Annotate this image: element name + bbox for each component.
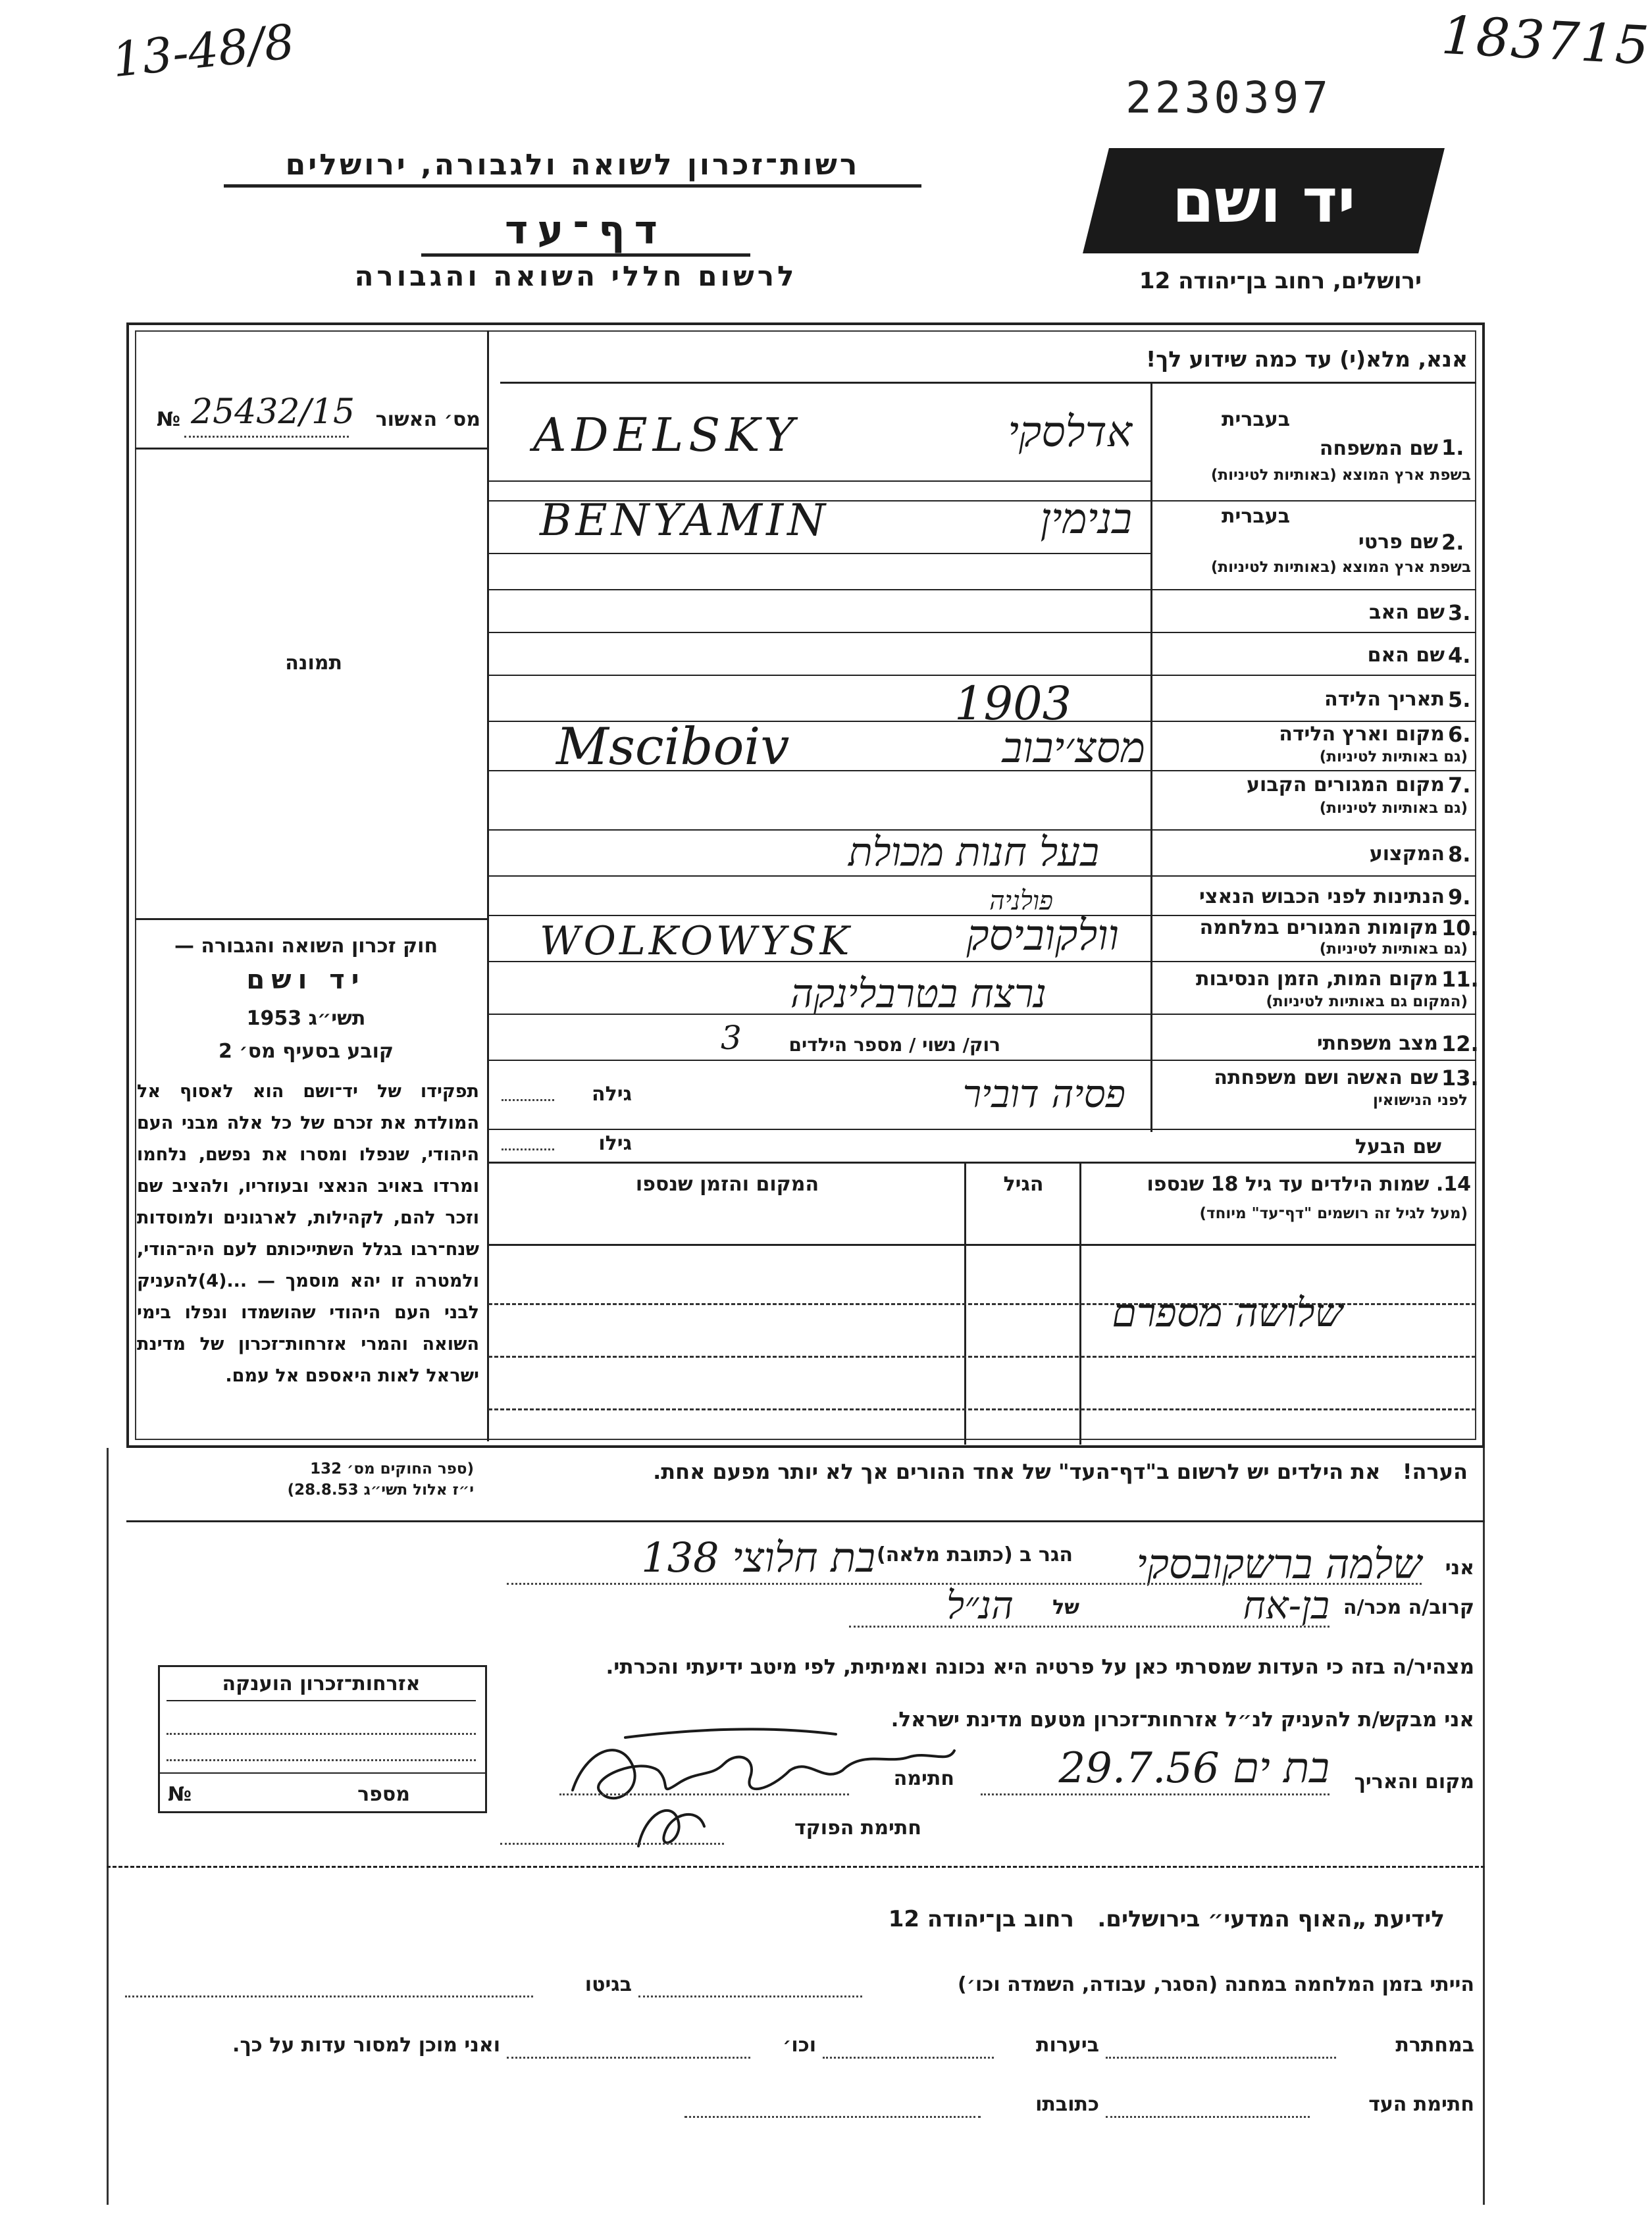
rule: [1152, 675, 1476, 676]
citizenship-number-symbol: №: [168, 1783, 192, 1806]
birth-year: 1903: [954, 677, 1072, 731]
age-column-header: הגיל: [1003, 1173, 1044, 1196]
rule: [488, 553, 1150, 554]
profession: בעל חנות מכולת: [848, 829, 1099, 875]
resident-of-label: הגר ב (כתובת מלאה): [876, 1543, 1073, 1566]
law-logo: יד ושם: [246, 965, 366, 995]
field-number-11: 11.: [1441, 967, 1479, 992]
footer-witness-signature-label: חתימת העד: [1368, 2093, 1474, 2116]
rule: [488, 1129, 1476, 1130]
wartime-place-hebrew: וולקוביסק: [966, 912, 1119, 960]
field-label-wife-name: שם האשה ושם משפחתה: [1214, 1066, 1438, 1089]
field-label-birthplace: מקום וארץ הלידה: [1279, 723, 1445, 746]
rule: [488, 1244, 1476, 1246]
citizenship-title: אזרחות־זכרון הוענקה: [167, 1672, 476, 1701]
rule: [849, 1626, 1329, 1628]
rule: [1152, 875, 1476, 877]
footer-address: רחוב בן־יהודה 12: [888, 1906, 1074, 1932]
field-label-nationality: הנתינות לפני הכבוש הנאצי: [1199, 885, 1445, 908]
footer-divider: [107, 1866, 1485, 1868]
latin-note-2: בשפת ארץ המוצא (באותיות לטיניות): [1210, 559, 1471, 576]
relation-value: בן-אח: [1243, 1583, 1329, 1628]
footer-header: [760, 1907, 1445, 1931]
field-label-mother: שם האם: [1367, 644, 1445, 667]
field-sub-birthplace: (גם באותיות לטיניות): [1319, 748, 1468, 765]
rule: [1152, 1014, 1476, 1015]
rule: [160, 1772, 485, 1774]
form-subtitle: לרשום חללי השואה והגבורה: [354, 260, 798, 292]
rule: [488, 632, 1150, 633]
rule: [488, 1356, 1476, 1358]
field-label-marital: מצב משפחתי: [1316, 1032, 1438, 1055]
rule: [488, 589, 1150, 590]
yad-vashem-logo: [1083, 148, 1445, 253]
rule: [684, 2116, 981, 2118]
surname-hebrew: אדלסקי: [1008, 408, 1132, 457]
birthplace-hebrew: מסצ׳יבוב: [1002, 724, 1145, 773]
declaration-statement-2: אני מבקש/ת להעניק לנ״ל אזרחות־זכרון מטעם מדינת ישראל.: [891, 1708, 1474, 1732]
declaration-ani: אני: [1445, 1557, 1474, 1580]
rule: [184, 436, 349, 438]
firstname-latin: BENYAMIN: [540, 495, 829, 546]
institution-name: רשות־זכרון לשואה ולגבורה, ירושלים: [224, 148, 921, 188]
rule: [135, 918, 487, 920]
age-label-wife: גילה: [592, 1083, 632, 1106]
label-divider: [1150, 382, 1152, 1132]
of-value: הנ״ל: [946, 1583, 1014, 1628]
footer-witness-address-label: כתובתו: [1035, 2093, 1099, 2116]
rule: [167, 1759, 476, 1761]
field-number-2: 2.: [1441, 530, 1464, 555]
field-label-profession: המקצוע: [1369, 842, 1445, 865]
footer-underground-label: במחתרת: [1395, 2034, 1474, 2057]
footer-etc-label: וכו׳: [783, 2034, 816, 2057]
rule: [125, 1995, 533, 1997]
logo-text: יד ושם: [1172, 165, 1356, 236]
law-clause: קובע בסעיף מס׳ 2: [218, 1040, 394, 1063]
rule: [1152, 632, 1476, 633]
rule: [488, 675, 1150, 676]
field-sub-residence: (גם באותיות לטיניות): [1319, 800, 1468, 817]
field-number-6: 6.: [1448, 722, 1471, 747]
relation-label: קרוב/ה מכר/ה: [1343, 1596, 1474, 1619]
children-sub: (מעל לגיל זה רושמים "דף־עד" מיוחד): [1199, 1205, 1468, 1222]
rule: [167, 1733, 476, 1735]
death-place: נרצח בטרבלינקה: [790, 971, 1046, 1017]
archive-number-note: 183715: [1439, 4, 1652, 77]
children-count: 3: [721, 1019, 742, 1057]
rule: [1106, 2057, 1336, 2059]
wartime-place-latin: WOLKOWYSK: [540, 918, 853, 964]
law-title: חוק זכרון השואה והגבורה —: [174, 935, 438, 958]
field-label-birthdate: תאריך הלידה: [1324, 688, 1445, 711]
declarant-address: בת חלוצי 138: [641, 1533, 875, 1582]
law-year: תשי״ג 1953: [246, 1007, 366, 1030]
rule: [1152, 770, 1476, 771]
field-label-wartime-places: מקומות המגורים במלחמה: [1199, 916, 1438, 939]
declarant-signature: [559, 1711, 968, 1830]
latin-note-1: בשפת ארץ המוצא (באותיות לטיניות): [1210, 467, 1471, 484]
of-label: של: [1052, 1596, 1079, 1619]
approval-no-symbol: №: [157, 408, 181, 431]
footer-testify-text: ואני מוכן למסור עדות על כך.: [232, 2034, 500, 2057]
file-reference-note: 13-48/8: [109, 13, 297, 88]
form-title: דף־עד: [421, 207, 750, 257]
field-label-residence: מקום המגורים הקבוע: [1247, 773, 1445, 796]
footer-camp-text: הייתי בזמן המלחמה במחנה (הסגר, עבודה, השמדה וכו׳): [958, 1973, 1474, 1996]
rule: [488, 1060, 1150, 1061]
field-number-7: 7.: [1448, 773, 1471, 798]
rule: [488, 1408, 1476, 1410]
place-date-value: בת ים 29.7.56: [1058, 1744, 1329, 1793]
column-divider: [487, 330, 489, 1441]
law-reference-1: (ספר החוקים מס׳ 132: [310, 1460, 474, 1478]
field-number-9: 9.: [1448, 885, 1471, 910]
citizenship-box: [158, 1665, 487, 1813]
birthplace-latin: Msciboiv: [556, 717, 790, 777]
rule: [1152, 1060, 1476, 1061]
rule: [823, 2057, 994, 2059]
field-number-13: 13.: [1441, 1066, 1479, 1091]
signer-name: שלמה ברשקובסקי: [1136, 1540, 1422, 1588]
signature-stroke: [638, 1811, 704, 1846]
rule: [1152, 500, 1476, 502]
husband-label: שם הבעל: [1355, 1135, 1441, 1158]
rule: [135, 448, 487, 450]
signature-label: חתימה: [893, 1767, 954, 1790]
field-label-father: שם האב: [1369, 601, 1445, 624]
photo-label: תמונה: [285, 652, 342, 675]
rule: [500, 382, 1476, 384]
citizenship-number-label: מספר: [357, 1783, 410, 1806]
field-number-8: 8.: [1448, 842, 1471, 867]
header-address: ירושלים, רחוב בן־יהודה 12: [1139, 268, 1422, 294]
officer-signature: [625, 1787, 717, 1866]
field-sub-death-place: (המקום גם באותיות לטיניות): [1266, 993, 1468, 1010]
rule: [488, 480, 1150, 482]
rule: [488, 875, 1150, 877]
signature-stroke: [625, 1729, 836, 1738]
field-number-3: 3.: [1448, 600, 1471, 625]
field-label-surname: שם המשפחה: [1319, 437, 1438, 460]
field-number-1: 1.: [1441, 435, 1464, 460]
marital-options: רוק/ נשוי / מספר הילדים: [788, 1034, 1000, 1056]
approval-label: מס׳ האשור: [375, 408, 480, 431]
children-label: 14. שמות הילדים עד גיל 18 שנספו: [1147, 1173, 1471, 1196]
rule: [126, 1520, 1485, 1522]
rule: [1152, 829, 1476, 831]
rule: [502, 1099, 554, 1101]
field-number-12: 12.: [1441, 1031, 1479, 1056]
note-text: את הילדים יש לרשום ב"דף־העד" של אחד ההורים אך לא יותר מפעם אחת.: [653, 1459, 1381, 1484]
rule: [638, 1995, 862, 1997]
footer-header-text: לידיעת „האוף המדעי״ בירושלים.: [1097, 1906, 1445, 1932]
officer-signature-label: חתימת הפוקד: [794, 1816, 921, 1840]
field-number-5: 5.: [1448, 687, 1471, 712]
footer-ghetto-label: בגיטו: [584, 1973, 632, 1996]
age-label-husband: גילו: [598, 1132, 632, 1155]
field-sub-wartime-places: (גם באותיות לטיניות): [1319, 940, 1468, 958]
note-label: הערה!: [1402, 1459, 1468, 1484]
place-date-label: מקום והאריך: [1354, 1770, 1474, 1793]
rule: [1152, 721, 1476, 722]
serial-number: 2230397: [1125, 72, 1332, 123]
surname-latin: ADELSKY: [533, 408, 800, 462]
rule: [507, 2057, 750, 2059]
approval-number: 25432/15: [191, 392, 355, 432]
wartime-country: פולניה: [989, 886, 1053, 916]
instruction-text: אנא, מלא(י) עד כמה שידוע לך!: [1146, 346, 1468, 372]
rule: [500, 1843, 724, 1845]
rule: [502, 1148, 554, 1150]
rule: [1152, 589, 1476, 590]
note-row: [494, 1460, 1468, 1483]
law-reference-2: י״ז אלול תשי״ג 28.8.53): [287, 1481, 474, 1499]
field-sub-wife-name: לפני הנישואין: [1373, 1092, 1468, 1109]
hebrew-label-1: בעברית: [1222, 408, 1290, 431]
children-entry: שלושה מספרם: [1112, 1290, 1343, 1336]
field-label-death-place: מקום המות, הזמן הנסיבות: [1196, 967, 1438, 991]
law-text: תפקידו של יד־ושם הוא לאסוף אל המולדת את זכרם של כל אלה מבני העם היהודי, שנפלו ומסרו את נפשם, נלחמו ומרדו באויב הנאצי ובעוזריו, ולהציב שם וזכר להם, לקהילות, לארגונים ולמוסדות שנח־רבו בגלל השתייכותם לעם היה־הודי, ולמטרה זו יהא מוסמך — ...(4)להעניק לבני העם היהודי שהושמדו ונפלו בימי השואה והמרי אזרחות־זכרון של מדינת ישראל לאות היאספם אל עמם.: [137, 1081, 479, 1386]
rule: [1106, 2116, 1310, 2118]
field-number-4: 4.: [1448, 643, 1471, 668]
rule: [981, 1793, 1329, 1795]
field-number-10: 10.: [1441, 915, 1479, 940]
place-column-header: המקום והזמן שנספו: [635, 1173, 819, 1196]
rule: [488, 1162, 1476, 1164]
firstname-hebrew: בנימין: [1040, 495, 1132, 544]
declaration-statement-1: מצהיר/ה בזה כי העדות שמסרתי כאן על פרטיה היא נכונה ואמיתית, לפי מיטב ידיעתי והכרתי.: [606, 1655, 1474, 1679]
footer-forests-label: ביערות: [1036, 2034, 1099, 2057]
rule: [1152, 961, 1476, 962]
field-label-firstname: שם פרטי: [1358, 530, 1438, 554]
hebrew-label-2: בעברית: [1222, 505, 1290, 528]
wife-name: פסיה דוביר: [962, 1071, 1125, 1116]
